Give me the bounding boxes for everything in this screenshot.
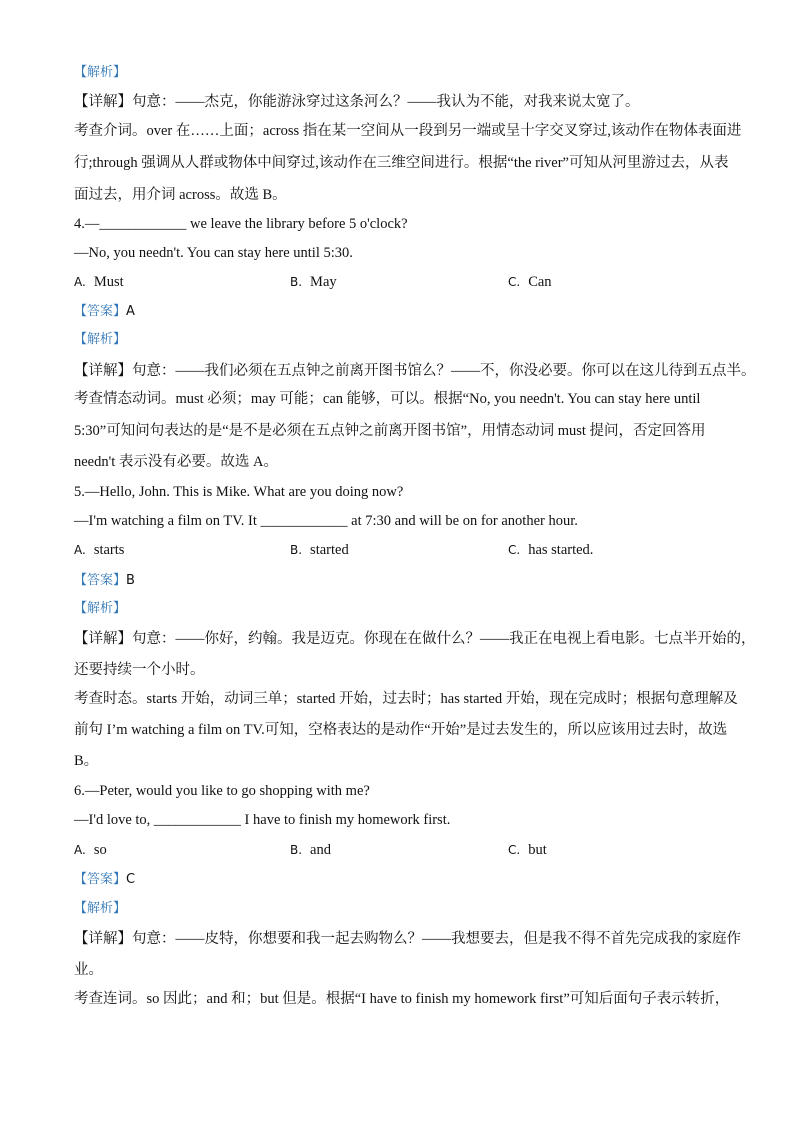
question-6-stem: 6.—Peter, would you like to go shopping with me?: [74, 783, 370, 799]
detail-text: 还要持续一个小时。: [74, 662, 205, 678]
answer-line: [74, 571, 135, 590]
option-c: C. but: [508, 842, 547, 858]
option-a: A. Must: [74, 274, 124, 290]
option-a: A. so: [74, 842, 107, 858]
option-b: B. started: [290, 542, 349, 558]
question-5-stem: 5.—Hello, John. This is Mike. What are you doing now?: [74, 484, 404, 500]
question-5-reply: —I'm watching a film on TV. It ____________ at 7:30 and will be on for another hour.: [74, 513, 578, 529]
option-c: C. has started.: [508, 542, 594, 558]
detail-text: 【详解】句意：——皮特，你想要和我一起去购物么？——我想要去，但是我不得不首先完成我的家庭作: [74, 931, 741, 947]
explanation-text: 考查介词。over 在……上面；across 指在某一空间从一段到另一端或呈十字交叉穿过,该动作在物体表面进: [74, 123, 742, 139]
analysis-heading: 【解析】: [74, 65, 127, 80]
explanation-text: B。: [74, 753, 99, 769]
detail-text: 【详解】句意：——我们必须在五点钟之前离开图书馆么？——不，你没必要。你可以在这儿待到五点半。: [74, 363, 756, 379]
detail-text: 【详解】句意：——杰克，你能游泳穿过这条河么？——我认为不能，对我来说太宽了。: [74, 94, 640, 110]
option-b: B. May: [290, 274, 337, 290]
question-4-stem: 4.—____________ we leave the library before 5 o'clock?: [74, 216, 408, 232]
explanation-text: 5:30”可知问句表达的是“是不是必须在五点钟之前离开图书馆”，用情态动词 must 提问，否定回答用: [74, 423, 706, 439]
explanation-text: 面过去，用介词 across。故选 B。: [74, 187, 287, 203]
answer-value: B: [126, 573, 135, 588]
analysis-heading: 【解析】: [74, 601, 127, 616]
option-b: B. and: [290, 842, 331, 858]
detail-text: 【详解】句意：——你好，约翰。我是迈克。你现在在做什么？——我正在电视上看电影。七点半开始的，: [74, 631, 756, 647]
explanation-text: 前句 I’m watching a film on TV.可知，空格表达的是动作“开始”是过去发生的，所以应该用过去时，故选: [74, 722, 728, 738]
question-6-reply: —I'd love to, ____________ I have to finish my homework first.: [74, 812, 451, 828]
analysis-heading: 【解析】: [74, 332, 127, 347]
answer-heading: 【答案】: [74, 573, 127, 588]
answer-line: [74, 302, 135, 321]
explanation-text: 行;through 强调从人群或物体中间穿过,该动作在三维空间进行。根据“the river”可知从河里游过去，从表: [74, 155, 729, 171]
explanation-text: needn't 表示没有必要。故选 A。: [74, 454, 278, 470]
detail-text: 业。: [74, 962, 103, 978]
explanation-text: 考查连词。so 因此；and 和；but 但是。根据“I have to finish my homework first”可知后面句子表示转折，: [74, 991, 730, 1007]
answer-heading: 【答案】: [74, 304, 127, 319]
explanation-text: 考查情态动词。must 必须；may 可能；can 能够，可以。根据“No, you needn't. You can stay here until: [74, 391, 701, 407]
answer-value: C: [126, 872, 136, 887]
analysis-heading: 【解析】: [74, 901, 127, 916]
option-c: C. Can: [508, 274, 552, 290]
option-a: A. starts: [74, 542, 125, 558]
question-4-reply: —No, you needn't. You can stay here until 5:30.: [74, 245, 353, 261]
explanation-text: 考查时态。starts 开始，动词三单；started 开始，过去时；has started 开始，现在完成时；根据句意理解及: [74, 691, 738, 707]
answer-line: [74, 870, 135, 889]
answer-heading: 【答案】: [74, 872, 127, 887]
answer-value: A: [126, 304, 135, 319]
